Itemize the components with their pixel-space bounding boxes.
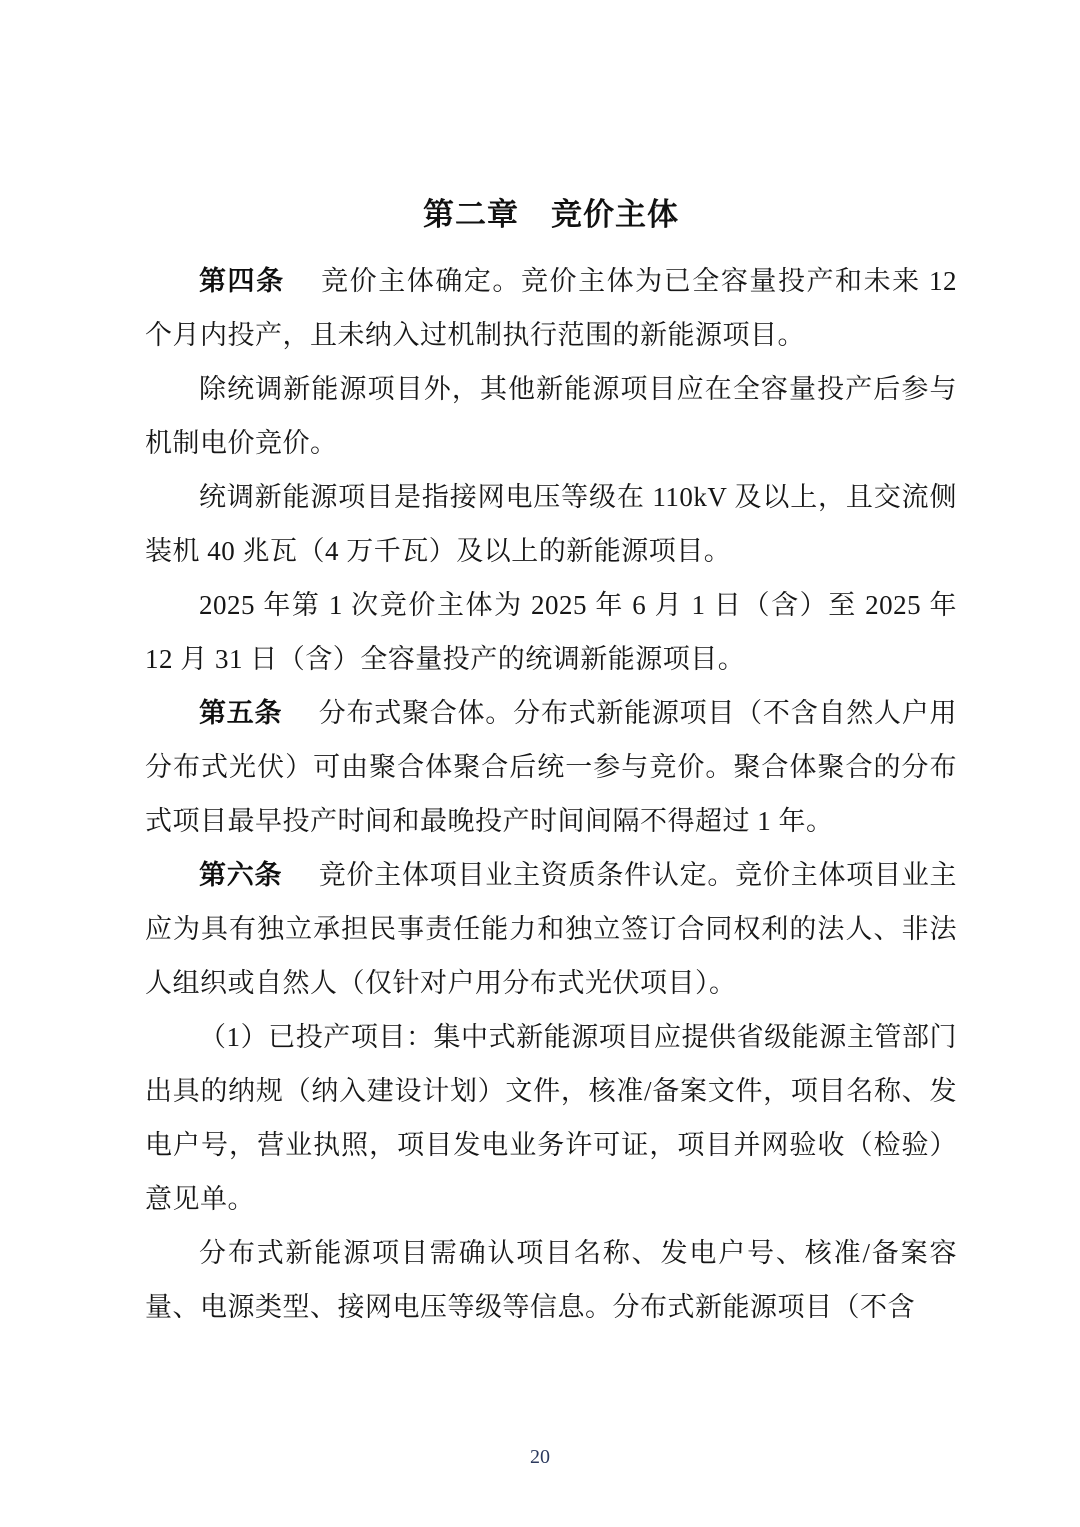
paragraph (145, 1226, 957, 1334)
paragraph (145, 686, 957, 848)
paragraph-text: 分布式聚合体。分布式新能源项目（不含自然人户用分布式光伏）可由聚合体聚合后统一参与竞价。聚合体聚合的分布式项目最早投产时间和最晚投产时间间隔不得超过 1 年。 (145, 698, 958, 836)
paragraph-text: 2025 年第 1 次竞价主体为 2025 年 6 月 1 日（含）至 2025 年 12 月 31 日（含）全容量投产的统调新能源项目。 (145, 590, 957, 674)
page-footer (0, 1446, 1080, 1469)
article-number: 第四条 (199, 266, 285, 296)
paragraph-text: 竞价主体项目业主资质条件认定。竞价主体项目业主应为具有独立承担民事责任能力和独立签订合同权利的法人、非法人组织或自然人（仅针对户用分布式光伏项目）。 (145, 860, 958, 998)
chapter-title: 第二章 竞价主体 (423, 197, 679, 232)
paragraph-text: 竞价主体确定。竞价主体为已全容量投产和未来 12 个月内投产，且未纳入过机制执行范围的新能源项目。 (145, 266, 958, 350)
article-number: 第五条 (199, 698, 283, 728)
paragraph-text: 除统调新能源项目外，其他新能源项目应在全容量投产后参与机制电价竞价。 (145, 374, 957, 458)
document-content (145, 192, 957, 1334)
paragraph (145, 362, 957, 470)
page-number: 20 (530, 1446, 550, 1468)
paragraph-text: 分布式新能源项目需确认项目名称、发电户号、核准/备案容量、电源类型、接网电压等级等信息。分布式新能源项目（不含 (145, 1238, 957, 1322)
article-number: 第六条 (199, 860, 283, 890)
paragraph (145, 254, 957, 362)
paragraph (145, 848, 957, 1010)
document-body (145, 254, 957, 1334)
paragraph (145, 578, 957, 686)
paragraph-text: （1）已投产项目：集中式新能源项目应提供省级能源主管部门出具的纳规（纳入建设计划）文件，核准/备案文件，项目名称、发电户号，营业执照，项目发电业务许可证，项目并网验收（检验）意见单。 (145, 1022, 957, 1214)
paragraph (145, 470, 957, 578)
paragraph-text: 统调新能源项目是指接网电压等级在 110kV 及以上，且交流侧装机 40 兆瓦（4 万千瓦）及以上的新能源项目。 (145, 482, 957, 566)
paragraph (145, 1010, 957, 1226)
